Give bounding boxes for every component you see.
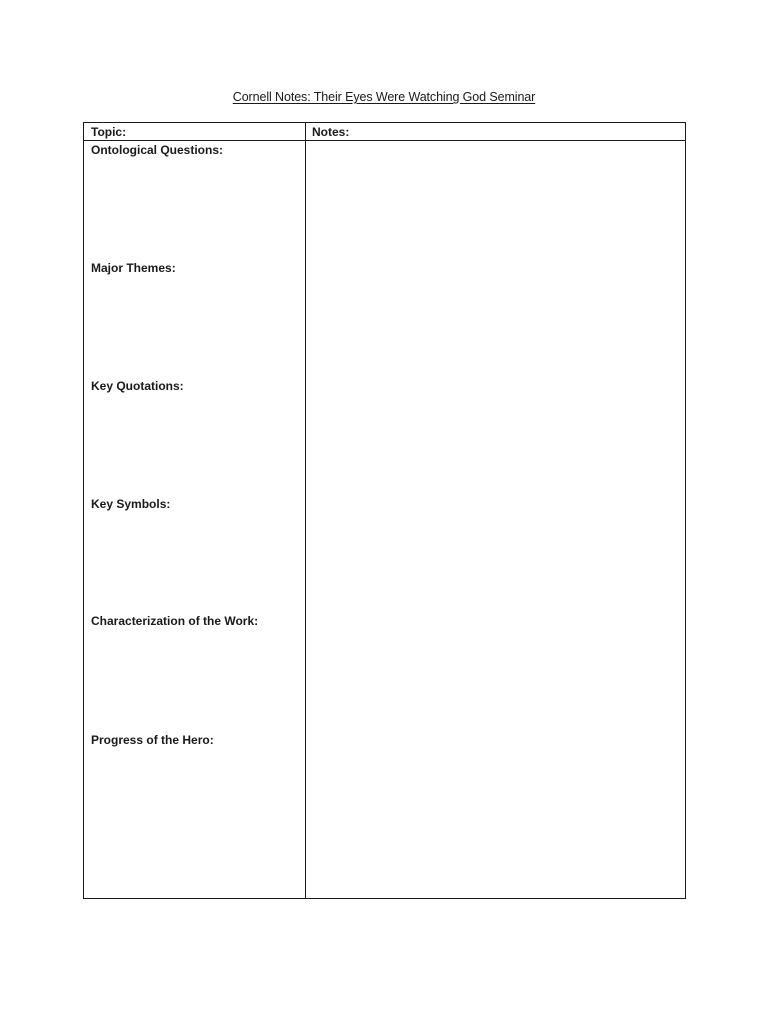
topic-progress-of-the-hero: Progress of the Hero: [91,733,214,747]
table-header-row [84,123,685,141]
topic-characterization-of-the-work: Characterization of the Work: [91,614,259,628]
notes-column-header: Notes: [312,125,350,139]
notes-writing-area [306,141,685,898]
cornell-notes-table [83,122,686,899]
topic-key-symbols: Key Symbols: [91,497,171,511]
topic-major-themes: Major Themes: [91,261,176,275]
topic-ontological-questions: Ontological Questions: [91,143,224,157]
document-title: Cornell Notes: Their Eyes Were Watching God Seminar [232,90,536,104]
topic-column-header: Topic: [91,125,127,139]
topic-key-quotations: Key Quotations: [91,379,184,393]
